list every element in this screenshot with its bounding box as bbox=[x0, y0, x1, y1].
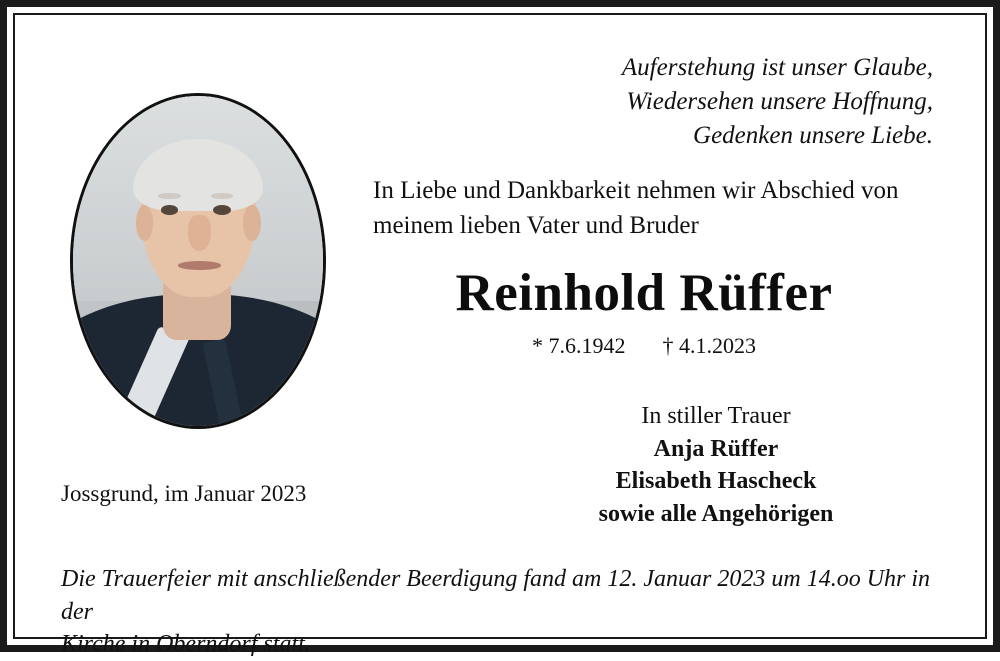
intro-line-1: In Liebe und Dankbarkeit nehmen wir Abschied von bbox=[373, 177, 899, 204]
funeral-info bbox=[61, 563, 939, 661]
verse-line-2: Wiedersehen unsere Hoffnung, bbox=[626, 88, 933, 115]
intro-block bbox=[373, 173, 933, 243]
portrait-ear-right bbox=[243, 205, 261, 241]
mourner-1: Anja Rüffer bbox=[653, 435, 779, 462]
birth-date: * 7.6.1942 bbox=[532, 333, 626, 358]
portrait bbox=[70, 93, 320, 423]
verse-line-1: Auferstehung ist unser Glaube, bbox=[621, 54, 933, 81]
portrait-ear-left bbox=[136, 205, 154, 241]
portrait-mouth bbox=[178, 261, 221, 270]
notice-inner-frame bbox=[13, 13, 987, 658]
portrait-nose bbox=[188, 215, 211, 251]
portrait-eye-left bbox=[161, 205, 179, 215]
funeral-info-line-1: Die Trauerfeier mit anschließender Beerdigung fand am 12. Januar 2023 um 14.oo Uhr in der bbox=[61, 566, 931, 625]
mourning-lead: In stiller Trauer bbox=[641, 403, 791, 429]
portrait-eye-right bbox=[213, 205, 231, 215]
funeral-info-line-2: Kirche in Oberndorf statt. bbox=[61, 631, 311, 658]
mourner-3: sowie alle Angehörigen bbox=[598, 500, 834, 527]
death-date: † 4.1.2023 bbox=[662, 333, 756, 358]
portrait-brow-right bbox=[211, 193, 234, 198]
intro-line-2: meinem lieben Vater und Bruder bbox=[373, 212, 699, 239]
mourner-2: Elisabeth Hascheck bbox=[615, 468, 817, 495]
mourners-block bbox=[495, 400, 937, 531]
verse-line-3: Gedenken unsere Liebe. bbox=[693, 122, 933, 149]
life-dates bbox=[355, 333, 933, 359]
notice-content bbox=[15, 15, 985, 658]
portrait-brow-left bbox=[158, 193, 181, 198]
deceased-name: Reinhold Rüffer bbox=[455, 264, 833, 322]
portrait-oval-frame bbox=[70, 93, 326, 429]
place-and-date: Jossgrund, im Januar 2023 bbox=[61, 481, 307, 506]
verse-block bbox=[622, 51, 933, 153]
